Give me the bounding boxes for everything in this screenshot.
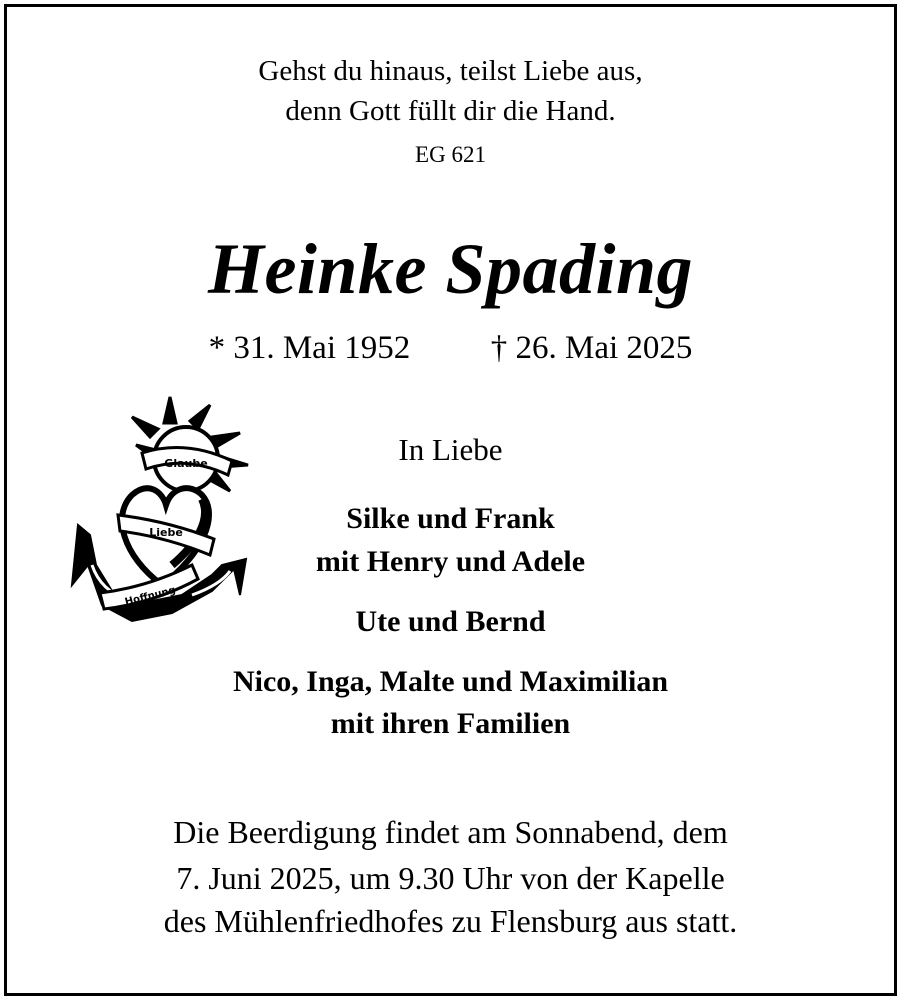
mourner-group-2-line-1: Ute und Bernd — [355, 605, 546, 638]
death-date: † 26. Mai 2025 — [490, 330, 693, 366]
deceased-name: Heinke Spading — [207, 229, 694, 309]
ribbon-hoffnung: Hoffnung — [123, 584, 177, 609]
ribbon-glaube: Glaube — [164, 457, 208, 470]
funeral-line-1: Die Beerdigung findet am Sonnabend, dem — [173, 814, 728, 850]
funeral-line-3: des Mühlenfriedhofes zu Flensburg aus statt. — [163, 903, 738, 939]
life-dates — [0, 330, 901, 367]
mourner-group-1-line-2: mit Henry und Adele — [315, 545, 586, 578]
funeral-line-2: 7. Juni 2025, um 9.30 Uhr von der Kapelle — [176, 860, 725, 896]
mourner-group-3-line-2: mit ihren Familien — [330, 707, 571, 740]
verse-line-1: Gehst du hinaus, teilst Liebe aus, — [258, 55, 643, 87]
mourner-group-1-line-1: Silke und Frank — [346, 502, 555, 535]
verse-line-2: denn Gott füllt dir die Hand. — [285, 95, 616, 127]
mourner-group-3-line-1: Nico, Inga, Malte und Maximilian — [232, 665, 668, 698]
mourners-intro: In Liebe — [398, 432, 503, 467]
birth-date: * 31. Mai 1952 — [208, 330, 411, 366]
verse-reference: EG 621 — [415, 142, 486, 167]
ribbon-liebe: Liebe — [149, 526, 183, 539]
